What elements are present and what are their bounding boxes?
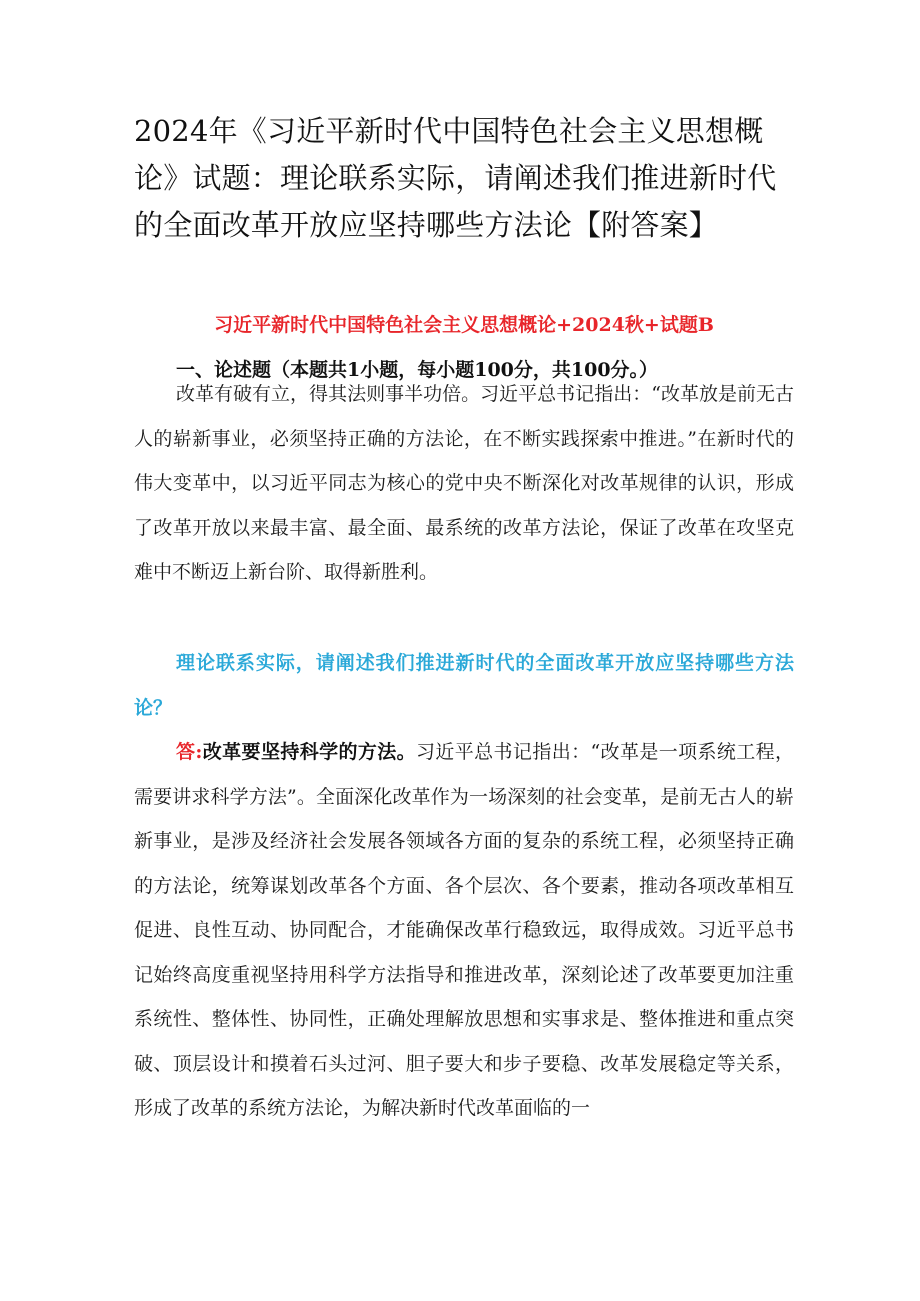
section-heading: 一、论述题（本题共1小题，每小题100分，共100分。）	[176, 359, 659, 381]
question-paragraph: 理论联系实际，请阐述我们推进新时代的全面改革开放应坚持哪些方法论？	[134, 652, 794, 719]
answer-body: 习近平总书记指出：“改革是一项系统工程，需要讲求科学方法”。全面深化改革作为一场深刻的社会变革，是前无古人的崭新事业，是涉及经济社会发展各领域各方面的复杂的系统工程，必须坚持正确的方法论，统筹谋划改革各个方面、各个层次、各个要素，推动各项改革相互促进、良性互动、协同配合，才能确保改革行稳致远，取得成效。习近平总书记始终高度重视坚持用科学方法指导和推进改革，深刻论述了改革要更加注重系统性、整体性、协同性，正确处理解放思想和实事求是、整体推进和重点突破、顶层设计和摸着石头过河、胆子要大和步子要稳、改革发展稳定等关系，形成了改革的系统方法论，为解决新时代改革面临的一	[134, 741, 795, 1119]
document-title: 2024年《习近平新时代中国特色社会主义思想概论》试题：理论联系实际，请阐述我们推进新时代的全面改革开放应坚持哪些方法论【附答案】	[134, 114, 777, 242]
exam-heading: 习近平新时代中国特色社会主义思想概论+2024秋+试题B	[214, 314, 714, 336]
answer-lead: 改革要坚持科学的方法。	[202, 741, 417, 763]
intro-paragraph: 改革有破有立，得其法则事半功倍。习近平总书记指出：“改革放是前无古人的崭新事业，必须坚持正确的方法论，在不断实践探索中推进。”在新时代的伟大变革中，以习近平同志为核心的党中央不断深化对改革规律的认识，形成了改革开放以来最丰富、最全面、最系统的改革方法论，保证了改革在攻坚克难中不断迈上新台阶、取得新胜利。	[134, 383, 794, 583]
answer-paragraph	[134, 730, 794, 1131]
answer-label: 答:	[176, 741, 203, 763]
